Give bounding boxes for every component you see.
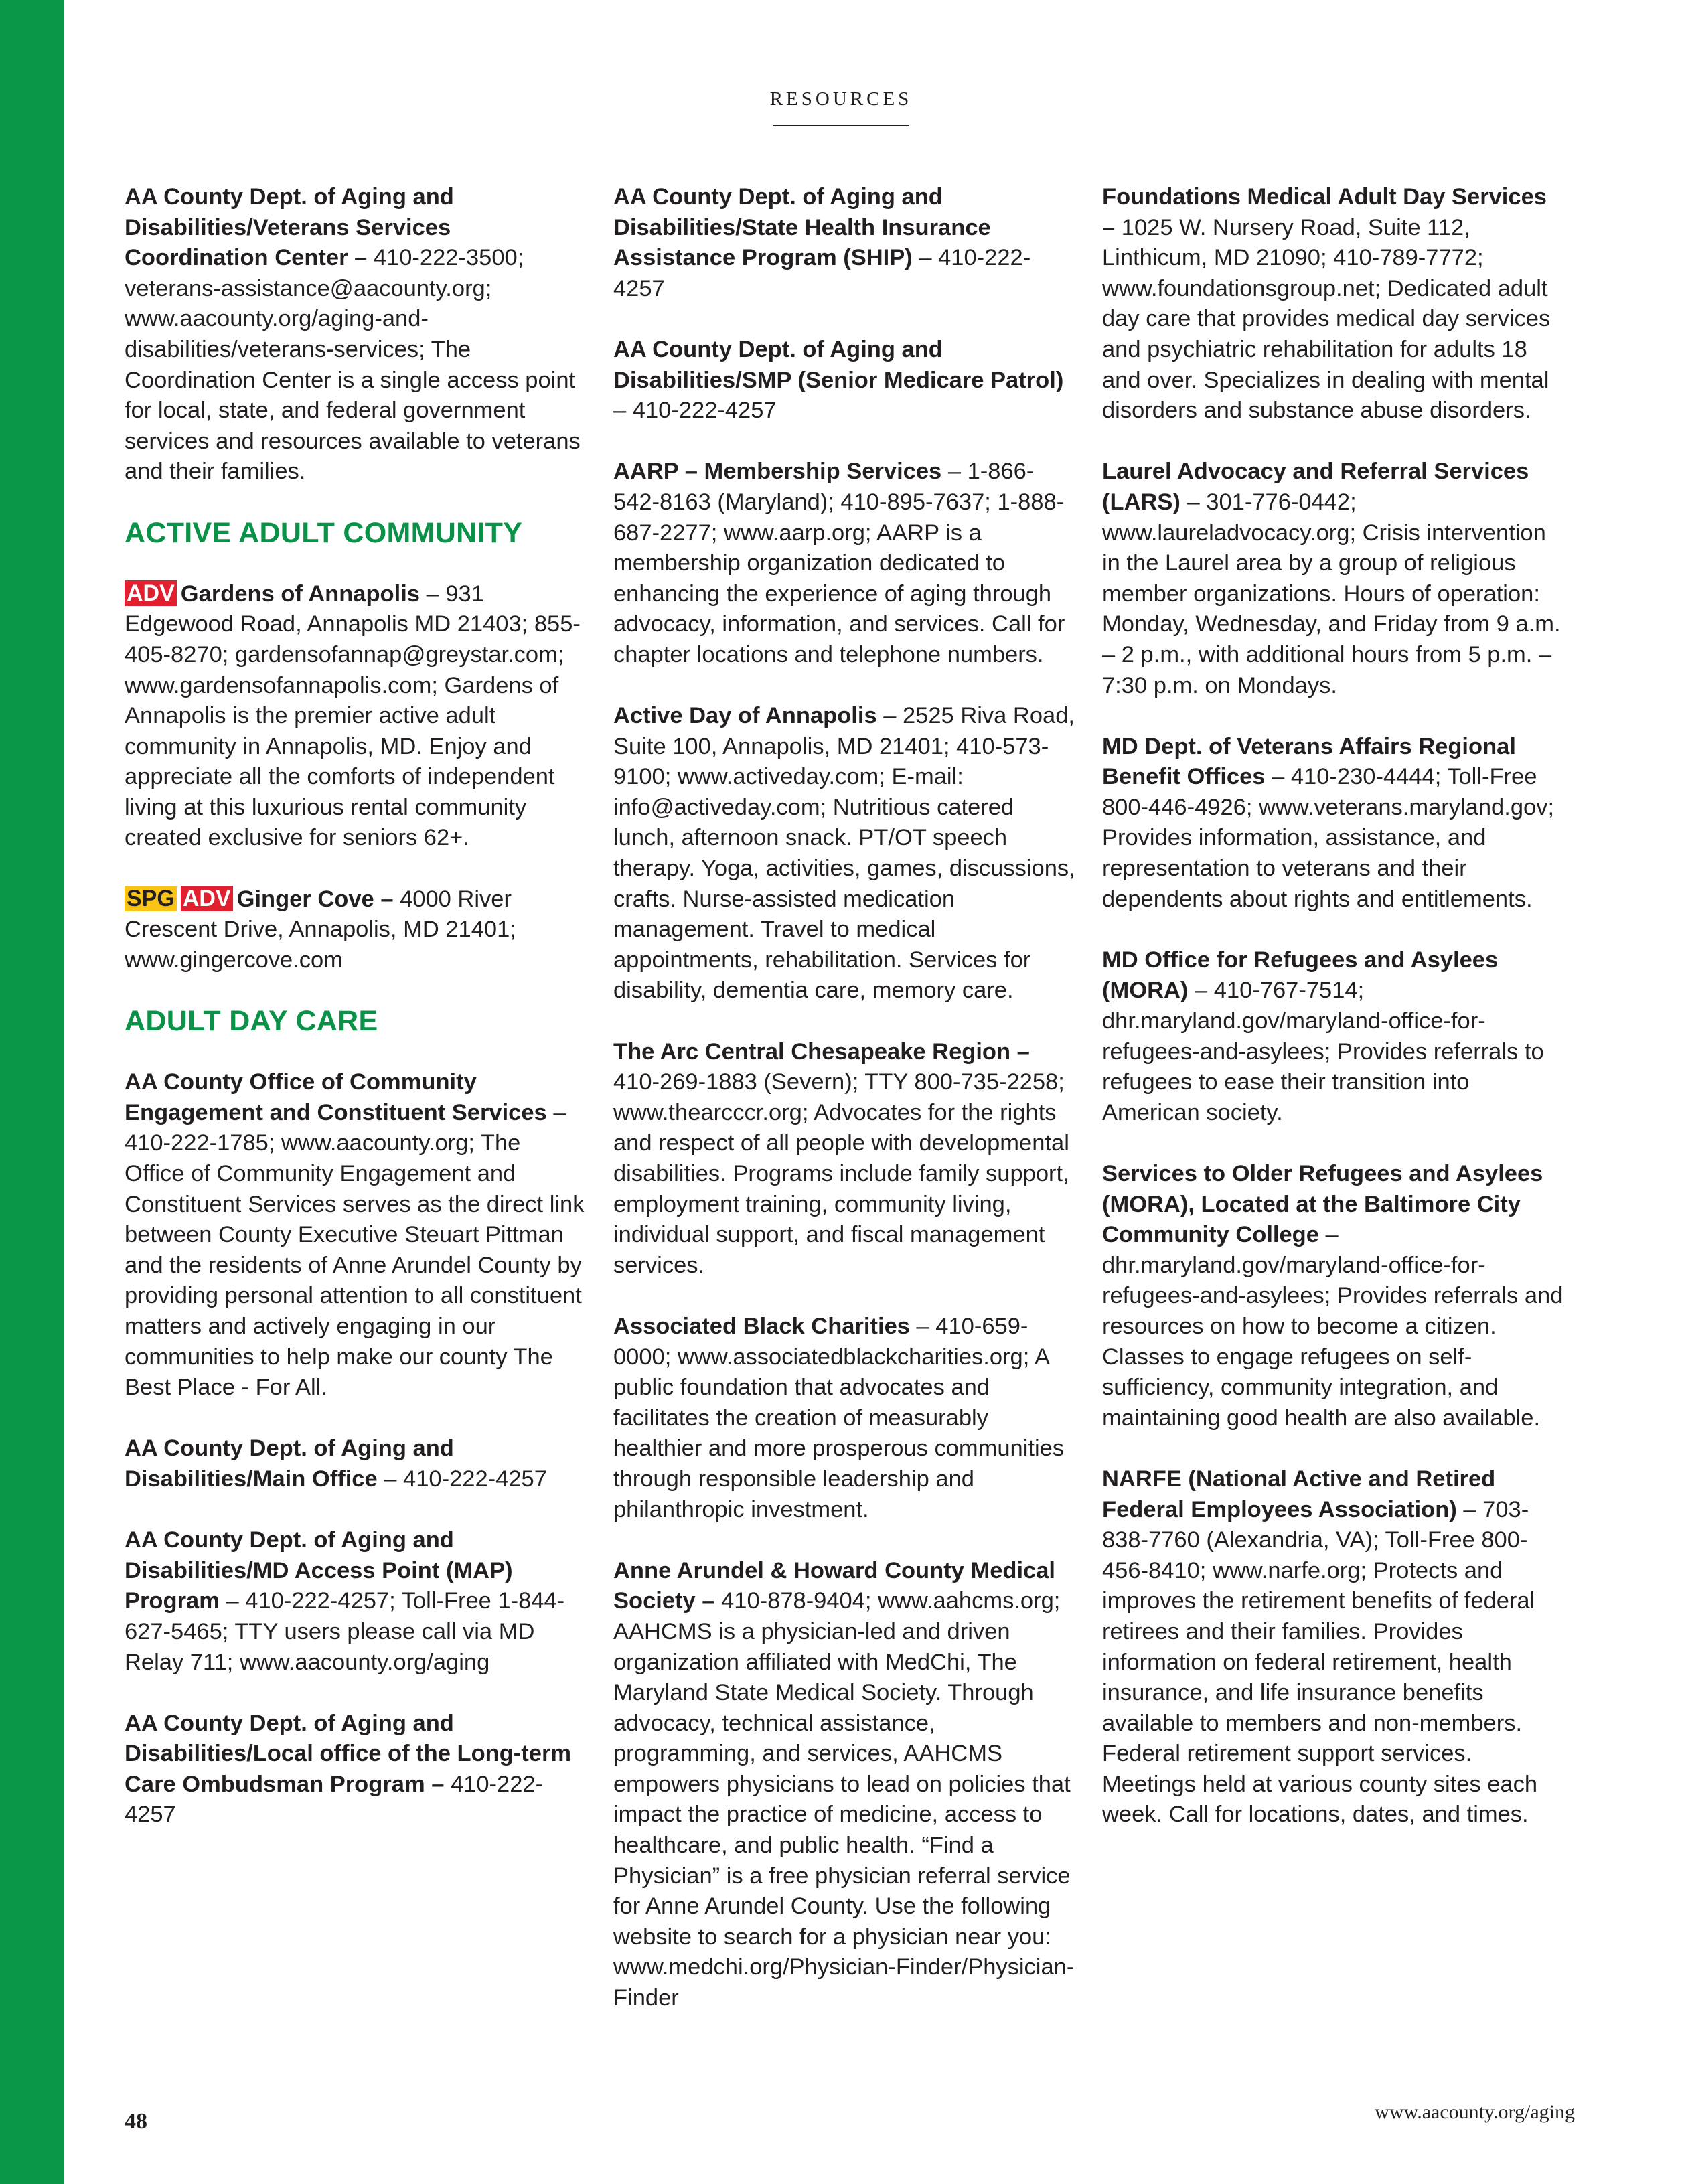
resource-entry <box>125 1525 587 1678</box>
spg-badge: SPG <box>125 886 177 911</box>
resource-details: – 931 Edgewood Road, Annapolis MD 21403; 855-405-8270; gardensofannap@greystar.com; www.gardensofannapolis.com; Gardens of Annapolis is the premier active adult community in Annapolis, MD. Enjoy and appreciate all the comforts of independent living at this luxurious rental community created exclusive for seniors 62+. <box>125 580 581 851</box>
resource-entry <box>125 1709 587 1830</box>
resource-name: AA County Dept. of Aging and Disabilities/Local office of the Long-term Care Ombudsman Program – <box>125 1710 572 1797</box>
resource-entry <box>1102 1159 1564 1433</box>
resource-name: Laurel Advocacy and Referral Services (LARS) <box>1102 459 1529 515</box>
resource-entry <box>125 1067 587 1403</box>
resource-details: – 301-776-0442; www.laureladvocacy.org; Crisis intervention in the Laurel area by a group of religious member organizations. Hours of operation: Monday, Wednesday, and Friday from 9 a.m. – 2 p.m., with additional hours from 5 p.m. – 7:30 p.m. on Mondays. <box>1102 489 1561 698</box>
resource-details: – 410-767-7514; dhr.maryland.gov/maryland-office-for-refugees-and-asylees; Provides referrals to refugees to ease their transition into American society. <box>1102 978 1544 1125</box>
resource-entry <box>613 701 1075 1006</box>
resource-details: – 410-222-4257 <box>377 1466 547 1492</box>
resource-details: 410-222-3500; veterans-assistance@aacounty.org; www.aacounty.org/aging-and-disabilities/veterans-services; The Coordination Center is a single access point for local, state, and federal government services and resources available to veterans and their families. <box>125 245 581 485</box>
resource-entry <box>1102 1464 1564 1830</box>
column-right <box>1102 182 1564 1861</box>
resource-details: – 410-222-4257; Toll-Free 1-844-627-5465; TTY users please call via MD Relay 711; www.aacounty.org/aging <box>125 1588 565 1675</box>
resource-details: – 1-866-542-8163 (Maryland); 410-895-7637; 1-888-687-2277; www.aarp.org; AARP is a membership organization dedicated to enhancing the experience of aging through advocacy, information, and services. Call for chapter locations and telephone numbers. <box>613 459 1065 668</box>
resource-name: MD Office for Refugees and Asylees (MORA) <box>1102 947 1499 1004</box>
resource-name: AA County Dept. of Aging and Disabilities/Main Office <box>125 1435 454 1492</box>
resource-entry <box>613 182 1075 304</box>
section-heading-active-adult-community: ACTIVE ADULT COMMUNITY <box>125 516 523 549</box>
resource-details: – 2525 Riva Road, Suite 100, Annapolis, MD 21401; 410-573-9100; www.activeday.com; E-mail: info@activeday.com; Nutritious catered lunch, afternoon snack. PT/OT speech therapy. Yoga, activities, games, discussions, crafts. Nurse-assisted medication management. Travel to medical appointments, rehabilitation. Services for disability, dementia care, memory care. <box>613 703 1075 1004</box>
section-heading-adult-day-care: ADULT DAY CARE <box>125 1005 378 1038</box>
resource-name: NARFE (National Active and Retired Federal Employees Association) <box>1102 1466 1496 1523</box>
resource-entry <box>1102 945 1564 1129</box>
resource-details: 410-878-9404; www.aahcms.org; AAHCMS is a physician-led and driven organization affiliated with MedChi, The Maryland State Medical Society. Through advocacy, technical assistance, programming, and services, AAHCMS empowers physicians to lead on policies that impact the practice of medicine, access to healthcare, and public health. “Find a Physician” is a free physician referral service for Anne Arundel County. Use the following website to search for a physician near you: www.medchi.org/Physician-Finder/Physician-Finder <box>613 1588 1075 2011</box>
resource-name: AA County Dept. of Aging and Disabilities/MD Access Point (MAP) Program <box>125 1527 513 1614</box>
resource-details: – dhr.maryland.gov/maryland-office-for-refugees-and-asylees; Provides referrals and resources on how to become a citizen. Classes to engage refugees on self-sufficiency, community integration, and maintaining good health are also available. <box>1102 1222 1563 1431</box>
resource-details: – 410-230-4444; Toll-Free 800-446-4926; www.veterans.maryland.gov; Provides information, assistance, and representation to veterans and their dependents about rights and entitlements. <box>1102 764 1555 912</box>
resource-entry <box>613 457 1075 670</box>
resource-name: Services to Older Refugees and Asylees (MORA), Located at the Baltimore City Community College <box>1102 1161 1543 1248</box>
resource-entry <box>125 884 587 976</box>
green-side-bar <box>0 0 64 2184</box>
resource-details: – 703-838-7760 (Alexandria, VA); Toll-Free 800-456-8410; www.narfe.org; Protects and improves the retirement benefits of federal retirees and their families. Provides information on federal retirement, health insurance, and life insurance benefits available to members and non-members. Federal retirement support services. Meetings held at various county sites each week. Call for locations, dates, and times. <box>1102 1496 1538 1828</box>
resource-name: AA County Office of Community Engagement and Constituent Services <box>125 1069 547 1125</box>
resource-entry <box>613 1312 1075 1525</box>
resource-details: 4000 River Crescent Drive, Annapolis, MD 21401; www.gingercove.com <box>125 886 516 973</box>
resource-name: Anne Arundel & Howard County Medical Society – <box>613 1557 1056 1614</box>
resource-entry <box>613 1037 1075 1281</box>
column-left <box>125 182 587 1861</box>
page-number: 48 <box>125 2109 147 2134</box>
resource-name: Gardens of Annapolis <box>180 580 420 607</box>
resource-name: MD Dept. of Veterans Affairs Regional Benefit Offices <box>1102 733 1516 790</box>
column-middle <box>613 182 1075 2044</box>
resource-entry <box>125 182 587 487</box>
resource-entry <box>1102 457 1564 701</box>
resource-details: – 410-222-1785; www.aacounty.org; The Office of Community Engagement and Constituent Services serves as the direct link between County Executive Steuart Pittman and the residents of Anne Arundel County by providing personal attention to all constituent matters and actively engaging in our communities to help make our county The Best Place - For All. <box>125 1099 585 1401</box>
resource-name: AARP – Membership Services <box>613 459 942 485</box>
resource-entry <box>613 335 1075 426</box>
resource-entry <box>1102 732 1564 915</box>
resource-entry <box>613 1556 1075 2014</box>
resource-name: The Arc Central Chesapeake Region – <box>613 1038 1030 1065</box>
footer-url: www.aacounty.org/aging <box>1375 2101 1575 2123</box>
resource-details: 410-269-1883 (Severn); TTY 800-735-2258; www.thearcccr.org; Advocates for the rights and respect of all people with developmental disabilities. Programs include family support, employment training, community living, individual support, and fiscal management services. <box>613 1069 1069 1278</box>
resource-name: Ginger Cove – <box>236 886 394 912</box>
resource-name: AA County Dept. of Aging and Disabilities/Veterans Services Coordination Center – <box>125 184 454 271</box>
resource-name: AA County Dept. of Aging and Disabilities/SMP (Senior Medicare Patrol) <box>613 336 1064 393</box>
resource-details: – 410-222-4257 <box>613 245 1031 301</box>
running-head: RESOURCES <box>769 88 913 110</box>
resource-entry <box>125 1433 587 1494</box>
adv-badge: ADV <box>125 580 177 606</box>
resource-details: 410-222-4257 <box>125 1771 544 1828</box>
resource-details: – 410-222-4257 <box>613 398 777 424</box>
resource-details: – 410-659-0000; www.associatedblackcharities.org; A public foundation that advocates and facilitates the creation of measurably healthier and more prosperous communities through responsible leadership and philanthropic investment. <box>613 1313 1065 1523</box>
resource-name: Active Day of Annapolis <box>613 703 877 729</box>
resource-details: 1025 W. Nursery Road, Suite 112, Linthicum, MD 21090; 410-789-7772; www.foundationsgroup.net; Dedicated adult day care that provides medical day services and psychiatric rehabilitation for adults 18 and over. Specializes in dealing with mental disorders and substance abuse disorders. <box>1102 214 1551 424</box>
resource-name: AA County Dept. of Aging and Disabilities/State Health Insurance Assistance Program (SHIP) <box>613 184 991 271</box>
resource-entry <box>125 579 587 854</box>
resource-entry <box>1102 182 1564 426</box>
resource-name: Associated Black Charities <box>613 1313 910 1339</box>
adv-badge: ADV <box>181 886 233 911</box>
running-head-rule <box>773 125 909 126</box>
resource-name: Foundations Medical Adult Day Services – <box>1102 184 1547 240</box>
